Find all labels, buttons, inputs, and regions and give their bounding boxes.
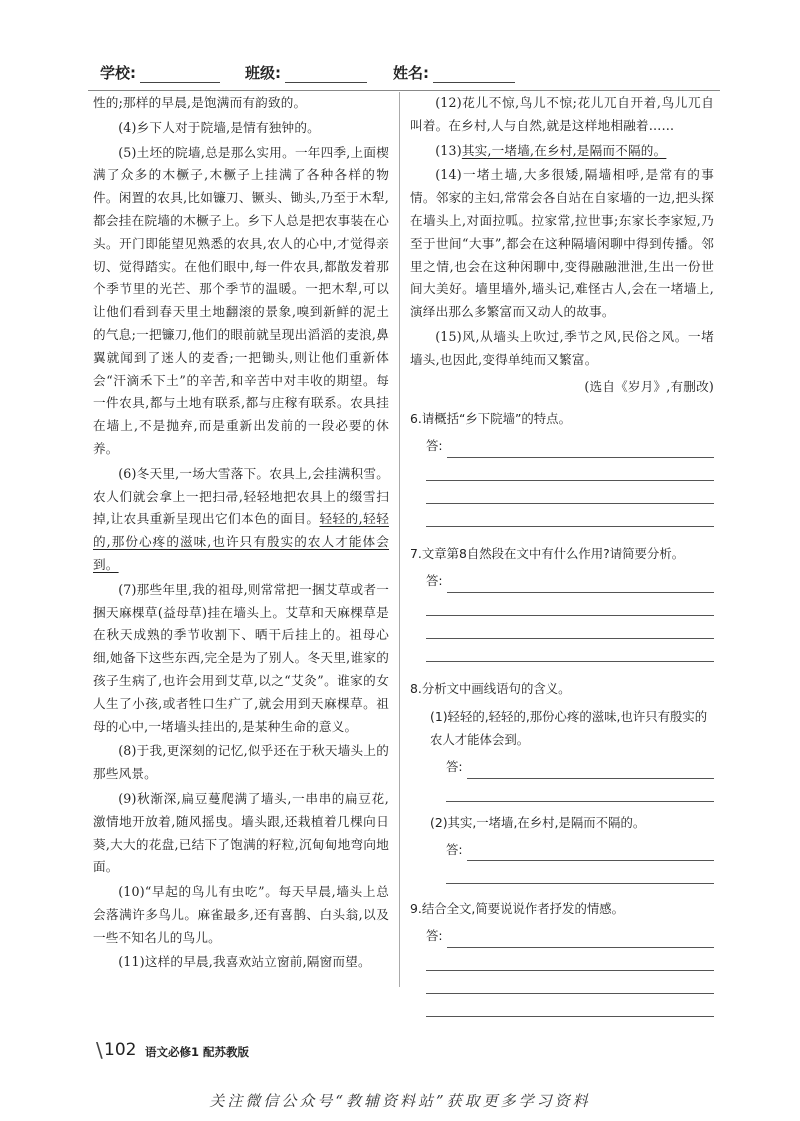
answer-line[interactable] — [447, 574, 714, 593]
school-field — [100, 62, 220, 83]
book-title: 语文必修1 配苏教版 — [145, 1045, 250, 1059]
answer-line[interactable] — [426, 458, 714, 481]
paragraph-4: (4)乡下人对于院墙,是情有独钟的。 — [118, 119, 320, 135]
class-label: 班级: — [245, 64, 281, 82]
name-field — [393, 62, 515, 83]
paragraph-12: (12)花儿不惊,鸟儿不惊;花儿兀自开着,鸟儿兀自叫着。在乡村,人与自然,就是这样地相融着…… — [410, 95, 714, 133]
paragraph-6 — [93, 463, 389, 577]
answer-line[interactable] — [447, 929, 714, 948]
watermark-text: 关注微信公众号“教辅资料站”获取更多学习资料 — [209, 1092, 591, 1110]
answer-line[interactable] — [467, 842, 714, 861]
paragraph-10: (10)“早起的鸟儿有虫吃”。每天早晨,墙头上总会落满许多鸟儿。麻雀最多,还有喜鹊、白头翁,以及一些不知名儿的鸟儿。 — [93, 884, 389, 945]
question-6-text: 6.请概括“乡下院墙”的特点。 — [410, 411, 571, 427]
underlined-sentence-1: 轻轻的,轻轻的,那份心疼的滋味,也许只有殷实的农人才能体会到。 — [93, 511, 389, 572]
source-citation: (选自《岁月》,有删改) — [584, 378, 714, 394]
right-column — [410, 92, 714, 1017]
question-8-text: 8.分析文中画线语句的含义。 — [410, 680, 571, 696]
answer-line[interactable] — [426, 616, 714, 639]
paragraph-15: (15)风,从墙头上吹过,季节之风,民俗之风。一堵墙头,也因此,变得单纯而又繁富。 — [410, 328, 714, 367]
class-field — [245, 62, 367, 83]
left-column — [93, 92, 389, 976]
question-8 — [410, 678, 714, 885]
paragraph-7: (7)那些年里,我的祖母,则常常把一捆艾草或者一捆天麻棵草(益母草)挂在墙头上。艾草和天麻棵草是在秋天成熟的季节收割下、晒干后挂上的。祖母心细,她备下这些东西,完全是为了别人。冬天里,谁家的孩子生病了,也许会用到艾草,以之“艾灸”。谁家的女人生了小孩,或者牲口生疒了,就会用到天麻棵草。祖母的心中,一堵墙头挂出的,是某种生命的意义。 — [93, 581, 389, 734]
paragraph-13 — [410, 140, 714, 163]
paragraph-9: (9)秋渐深,扁豆蔓爬满了墙头,一串串的扁豆花,激情地开放着,随风摇曳。墙头跟,还栽植着几棵向日葵,大大的花盘,已结下了饱满的籽粒,沉甸甸地弯向地面。 — [93, 790, 389, 875]
answer-line[interactable] — [426, 948, 714, 971]
header — [100, 62, 720, 88]
paragraph-13-number: (13) — [435, 142, 462, 158]
question-8-2: (2)其实,一堵墙,在乡村,是隔而不隔的。 — [430, 814, 646, 830]
name-label: 姓名: — [393, 64, 429, 82]
paragraph-5: (5)土坯的院墙,总是那么实用。一年四季,上面楔满了众多的木橛子,木橛子上挂满了各种各样的物件。闲置的农具,比如镰刀、镢头、锄头,乃至于木犁,都会挂在院墙的木橛子上。乡下人总是把农事装在心头。开门即能望见熟悉的农具,农人的心中,才觉得亲切、觉得踏实。在他们眼中,每一件农具,都散发着那个季节里的光芒、那个季节的温暖。一把木犁,可以让他们看到春天里土地翻滚的景象,嗅到新鲜的泥土的气息;一把镰刀,他们的眼前就呈现出滔滔的麦浪,鼻翼就闻到了迷人的麦香;一把锄头,则让他们重新体会“汗滴禾下土”的辛苦,和辛苦中对丰收的期望。每一件农具,都与土地有联系,都与庄稼有联系。农具挂在墙上,不是抛弃,而是重新出发前的一段必要的休养。 — [93, 144, 389, 456]
question-6 — [410, 408, 714, 527]
answer-line[interactable] — [426, 639, 714, 662]
answer-line[interactable] — [446, 861, 714, 884]
answer-label: 答: — [446, 758, 463, 774]
question-7-text: 7.文章第8自然段在文中有什么作用?请简要分析。 — [410, 545, 685, 561]
footer-slash-icon: \ — [96, 1038, 103, 1062]
question-9 — [410, 898, 714, 1017]
question-8-1: (1)轻轻的,轻轻的,那份心疼的滋味,也许只有殷实的农人才能体会到。 — [430, 709, 708, 748]
answer-line[interactable] — [426, 481, 714, 504]
page-number: 102 — [104, 1040, 137, 1060]
paragraph-14: (14)一堵土墙,大多很矮,隔墙相呼,是常有的事情。邻家的主妇,常常会各自站在自家墙的一边,把头探在墙头上,对面拉呱。拉家常,拉世事;东家长李家短,乃至于世间“大事”,都会在这种隔墙闲聊中得到传播。邻里之情,也会在这种闲聊中,变得融融泄泄,生出一份世间大美好。墙里墙外,墙头记,难怪古人,会在一堵墙上,演绎出那么多繁富而又动人的故事。 — [410, 167, 714, 320]
answer-line[interactable] — [426, 593, 714, 616]
answer-line[interactable] — [426, 994, 714, 1017]
answer-label: 答: — [446, 841, 463, 857]
answer-line[interactable] — [467, 760, 714, 779]
school-input-line[interactable] — [140, 64, 220, 83]
answer-label: 答: — [426, 438, 443, 454]
answer-line[interactable] — [426, 504, 714, 527]
answer-line[interactable] — [426, 971, 714, 994]
class-input-line[interactable] — [285, 64, 367, 83]
answer-line[interactable] — [447, 439, 714, 458]
answer-line[interactable] — [446, 779, 714, 802]
underlined-sentence-2: 其实,一堵墙,在乡村,是隔而不隔的。 — [461, 142, 667, 158]
answer-label: 答: — [426, 928, 443, 944]
paragraph-8: (8)于我,更深刻的记忆,似乎还在于秋天墙头上的那些风景。 — [93, 743, 389, 782]
top-rule — [88, 90, 720, 91]
paragraph-11: (11)这样的早晨,我喜欢站立窗前,隔窗而望。 — [118, 954, 371, 970]
paragraph-6-text: (6)冬天里,一场大雪落下。农具上,会挂满积雪。农人们就会拿上一把扫帚,轻轻地把农具上的缀雪扫掉,让农具重新呈现出它们本色的面目。 — [93, 465, 389, 527]
paragraph-continuation: 性的;那样的早晨,是饱满而有韵致的。 — [93, 95, 307, 110]
question-7 — [410, 543, 714, 662]
question-9-text: 9.结合全文,简要说说作者抒发的情感。 — [410, 901, 625, 917]
name-input-line[interactable] — [433, 64, 515, 83]
column-divider — [399, 92, 400, 987]
answer-label: 答: — [426, 572, 443, 588]
school-label: 学校: — [100, 64, 136, 82]
